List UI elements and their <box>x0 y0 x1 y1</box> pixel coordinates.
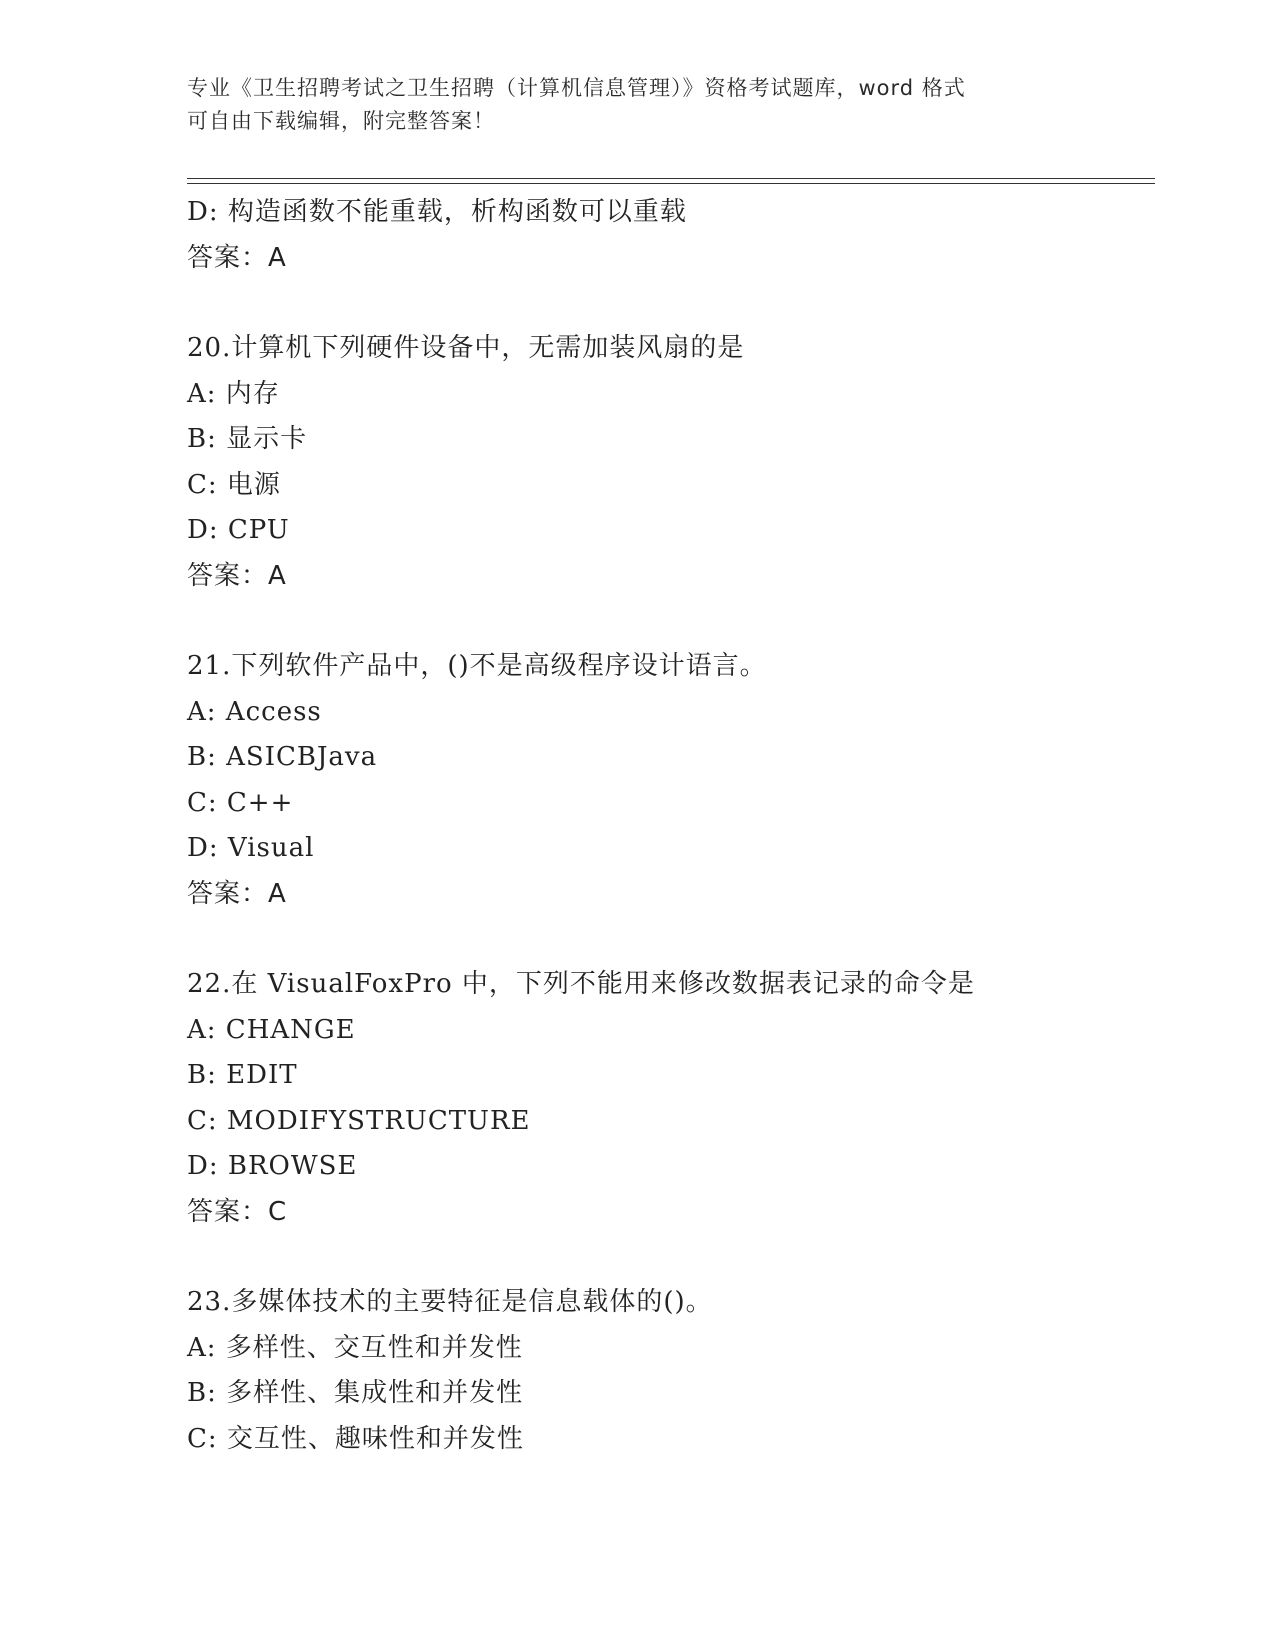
question-20 <box>187 326 1155 599</box>
option-c: C: 电源 <box>187 469 281 500</box>
option-a: A: CHANGE <box>187 1014 356 1045</box>
question-stem: 20.计算机下列硬件设备中，无需加装风扇的是 <box>187 333 745 363</box>
option-b: B: 显示卡 <box>187 424 308 454</box>
option-c: C: C++ <box>187 787 294 818</box>
question-21 <box>187 644 1155 917</box>
option-c: C: 交互性、趣味性和并发性 <box>187 1423 524 1454</box>
answer: 答案：A <box>187 242 287 273</box>
option-d: D: BROWSE <box>187 1151 358 1181</box>
option-a: A: 多样性、交互性和并发性 <box>187 1332 523 1363</box>
header-line-1: 专业《卫生招聘考试之卫生招聘（计算机信息管理）》资格考试题库，word 格式 <box>187 76 966 100</box>
option-d: D: CPU <box>187 515 290 545</box>
header-divider <box>187 178 1155 184</box>
question-22 <box>187 962 1155 1235</box>
answer: 答案：A <box>187 560 287 591</box>
question-23 <box>187 1280 1155 1462</box>
spacer <box>187 281 1155 326</box>
option-b: B: ASICBJava <box>187 742 378 772</box>
question-19-tail <box>187 190 1155 281</box>
question-stem: 23.多媒体技术的主要特征是信息载体的()。 <box>187 1287 713 1317</box>
spacer <box>187 1235 1155 1280</box>
option-d: D: 构造函数不能重载，析构函数可以重载 <box>187 197 687 227</box>
option-b: B: EDIT <box>187 1060 298 1090</box>
header-line-2: 可自由下载编辑，附完整答案！ <box>187 109 495 133</box>
option-b: B: 多样性、集成性和并发性 <box>187 1378 524 1408</box>
option-d: D: Visual <box>187 833 315 863</box>
question-stem: 21.下列软件产品中，()不是高级程序设计语言。 <box>187 651 767 681</box>
document-header <box>187 72 1087 138</box>
spacer <box>187 599 1155 644</box>
option-c: C: MODIFYSTRUCTURE <box>187 1105 531 1136</box>
answer: 答案：A <box>187 878 287 909</box>
option-a: A: Access <box>187 696 322 727</box>
option-a: A: 内存 <box>187 378 280 409</box>
answer: 答案：C <box>187 1196 288 1227</box>
question-list <box>187 190 1155 1462</box>
question-stem: 22.在 VisualFoxPro 中，下列不能用来修改数据表记录的命令是 <box>187 969 975 999</box>
spacer <box>187 917 1155 962</box>
